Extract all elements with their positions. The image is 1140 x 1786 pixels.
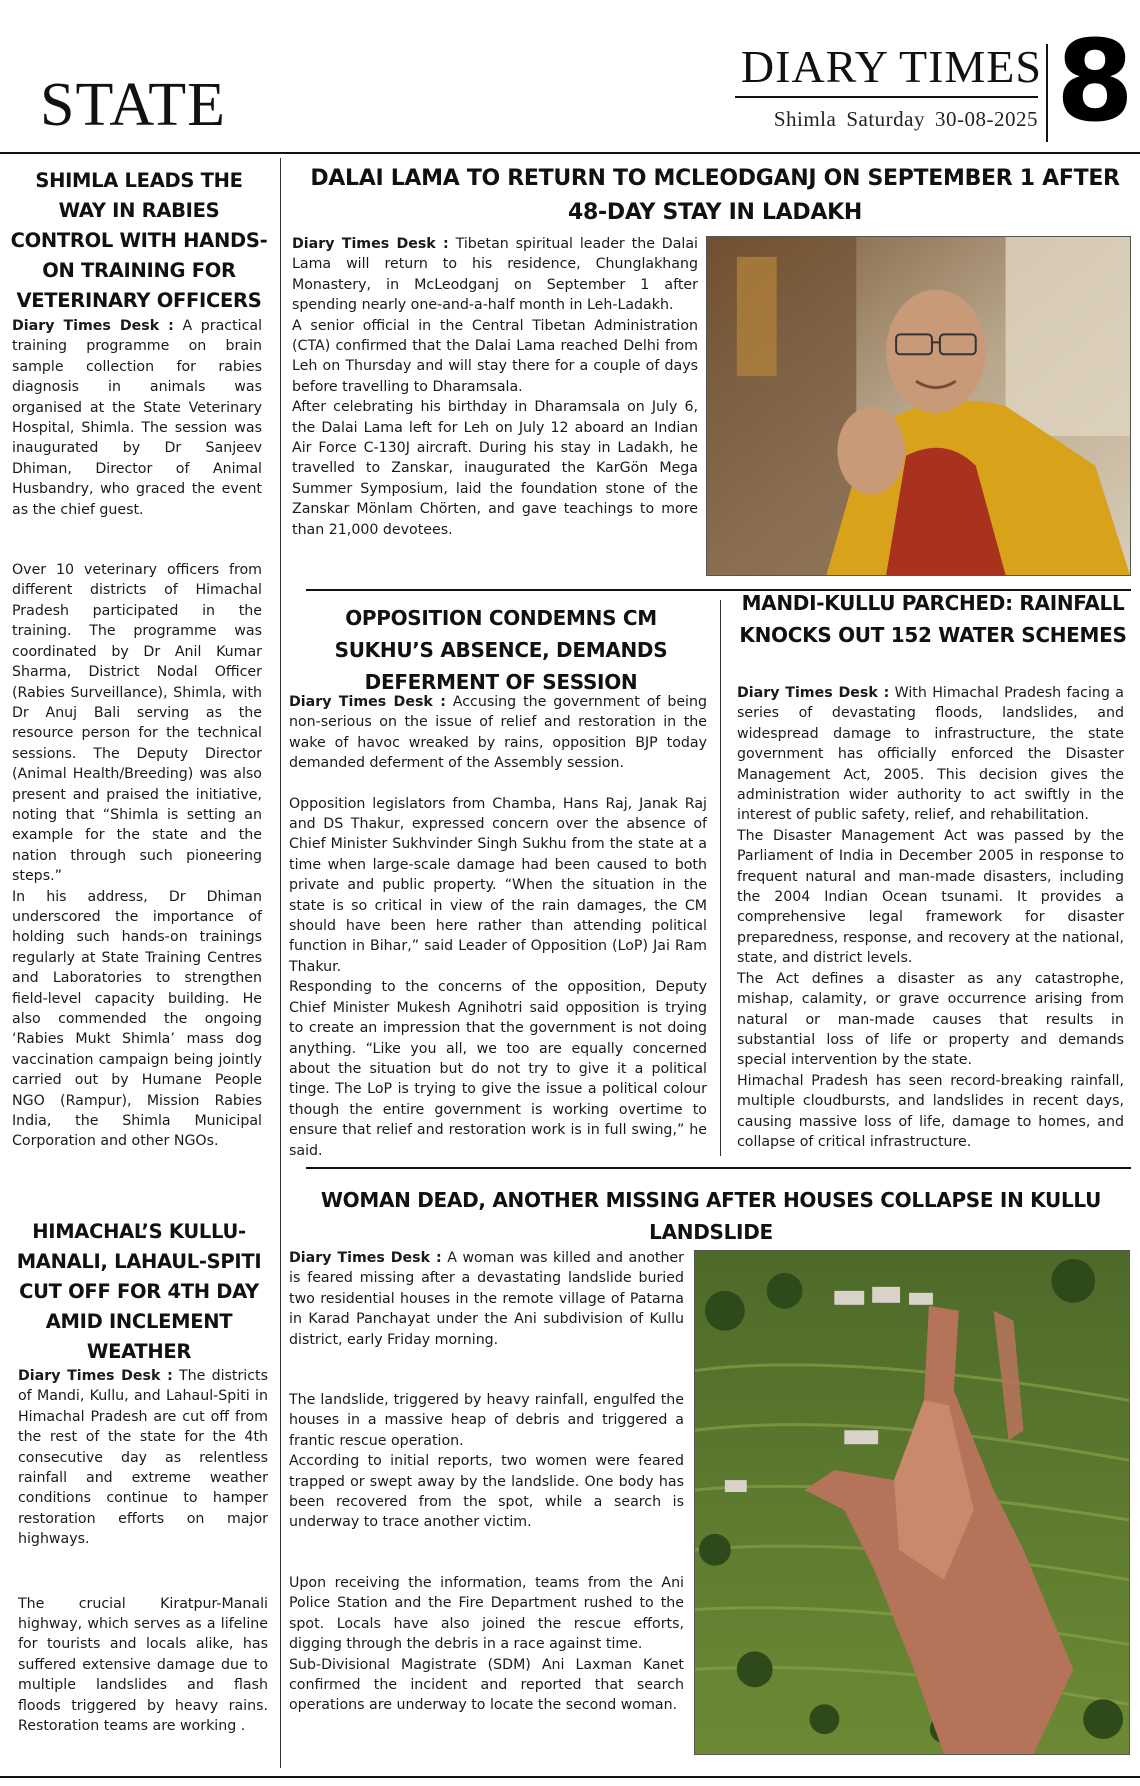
dalai-lama-para-2: A senior official in the Central Tibetan Administration (CTA) confirmed that the Dalai Lama reached Delhi from Leh on Thursday and will stay there for a couple of days before travelling to Dharamsala.: [292, 317, 698, 395]
dalai-lama-headline[interactable]: DALAI LAMA TO RETURN TO MCLEODGANJ ON SEPTEMBER 1 AFTER 48-DAY STAY IN LADAKH: [310, 166, 1120, 225]
byline: Diary Times Desk :: [289, 1250, 442, 1266]
rabies-body: [12, 316, 262, 1152]
landslide-para-3: According to initial reports, two women were feared trapped or swept away by the landslide. One body has been recovered from the spot, while a search is underway to trace another victim.: [289, 1453, 684, 1531]
opposition-para-1: Diary Times Desk : Accusing the government of being non-serious on the issue of relief and restoration in the wake of havoc wreaked by rains, opposition BJP today demanded deferment of the Assembly session.: [289, 694, 707, 772]
landslide-headline[interactable]: WOMAN DEAD, ANOTHER MISSING AFTER HOUSES COLLAPSE IN KULLU LANDSLIDE: [320, 1188, 1102, 1244]
landslide-photo-image: [695, 1251, 1129, 1754]
mandi-kullu-headline[interactable]: MANDI-KULLU PARCHED: RAINFALL KNOCKS OUT 152 WATER SCHEMES: [739, 591, 1127, 647]
opposition-para-3: Responding to the concerns of the opposition, Deputy Chief Minister Mukesh Agnihotri said opposition is trying to create an impression that the government is not doing anything. “Like you all, we too are equally concerned about the situation but do not try to give it a political tinge. The LoP is trying to give the issue a political colour though the entire government is working overtime to ensure that relief and restoration work is in full swing,” he said.: [289, 979, 707, 1159]
byline: Diary Times Desk :: [737, 685, 890, 701]
byline: Diary Times Desk :: [289, 694, 446, 710]
landslide-body: [289, 1248, 684, 1716]
kullu-manali-para-1: Diary Times Desk : The districts of Mandi, Kullu, and Lahaul-Spiti in Himachal Pradesh are cut off from the rest of the state for the 4th consecutive day as relentless rainfall and extreme weather conditions continue to hamper restoration efforts on major highways.: [18, 1368, 269, 1548]
mandi-kullu-para-3: The Act defines a disaster as any catastrophe, mishap, calamity, or grave occurrence arising from natural or man-made causes that results in substantial loss of life or property and demands special intervention by the state.: [737, 970, 1124, 1069]
mandi-kullu-para-1: Diary Times Desk : With Himachal Pradesh facing a series of devastating floods, landslides, and widespread damage to infrastructure, the state government has officially enforced the Disaster Management Act, 2005. This decision gives the administration wider authority to act swiftly in the interest of public safety, relief, and rehabilitation.: [737, 685, 1125, 824]
dateline-day: Saturday: [846, 107, 925, 131]
kullu-manali-body: [18, 1366, 268, 1737]
dateline-city: Shimla: [773, 107, 837, 131]
opposition-para-2: Opposition legislators from Chamba, Hans Raj, Janak Raj and DS Thakur, expressed concern over the absence of Chief Minister Sukhvinder Singh Sukhu from the state at a time when large-scale damage had been caused to both private and public property. “When the situation in the state is so critical in view of the rain damages, the CM should have been here rather than attending political function in Bihar,” said Leader of Opposition (LoP) Jai Ram Thakur.: [289, 795, 707, 975]
dateline-date: 30-08-2025: [935, 107, 1038, 131]
kullu-manali-headline[interactable]: HIMACHAL’S KULLU-MANALI, LAHAUL-SPITI CUT OFF FOR 4TH DAY AMID INCLEMENT WEATHER: [16, 1220, 262, 1363]
landslide-photo[interactable]: [694, 1250, 1130, 1755]
byline: Diary Times Desk :: [18, 1368, 173, 1384]
landslide-rule: [306, 1167, 1131, 1169]
mandi-kullu-para-2: The Disaster Management Act was passed by the Parliament of India in December 2005 in response to frequent natural and man-made disasters, including the 2004 Indian Ocean tsunami. It provides a comprehensive legal framework for disaster preparedness, response, and recovery at the national, state, and district levels.: [737, 827, 1124, 967]
dalai-lama-para-3: After celebrating his birthday in Dharamsala on July 6, the Dalai Lama left for Leh on July 12 aboard an Indian Air Force C-130J aircraft. During his stay in Ladakh, he travelled to Zanskar, inaugurated the KarGön Mega Summer Symposium, laid the foundation stone of the Zanskar Mönlam Chörten, and gave teachings to more than 21,000 devotees.: [292, 399, 698, 538]
landslide-para-2: The landslide, triggered by heavy rainfall, engulfed the houses in a massive heap of debris and triggered a frantic rescue operation.: [289, 1392, 684, 1449]
rabies-para-1: Diary Times Desk : A practical training programme on brain sample collection for rabies diagnosis in animals was organised at the State Veterinary Hospital, Shimla. The session was inaugurated by Dr Sanjeev Dhiman, Director of Animal Husbandry, who graced the event as the chief guest.: [12, 318, 263, 518]
masthead-divider: [1046, 44, 1048, 142]
landslide-para-5: Sub-Divisional Magistrate (SDM) Ani Laxman Kanet confirmed the incident and reported that search operations are underway to locate the second woman.: [289, 1656, 684, 1714]
dalai-lama-body: [292, 234, 698, 540]
rabies-para-2: Over 10 veterinary officers from different districts of Himachal Pradesh participated in the training. The programme was coordinated by Dr Anil Kumar Sharma, District Nodal Officer (Rabies Surveillance), Shimla, with Dr Anuj Bali serving as the resource person for the technical sessions. The Deputy Director (Animal Health/Breeding) was also present and praised the initiative, noting that “Shimla is setting an example for the state and the nation through such pioneering steps.”: [12, 562, 262, 885]
masthead-title[interactable]: DIARY TIMES: [740, 41, 1042, 92]
opposition-body: [289, 692, 707, 1161]
dalai-lama-para-1: Diary Times Desk : Tibetan spiritual leader the Dalai Lama will return to his residence, Chunglakhang Monastery, in McLeodganj on September 1 after spending nearly one-and-a-half month in Leh-Ladakh.: [292, 236, 698, 314]
footer-rule: [0, 1776, 1140, 1778]
header-rule: [0, 152, 1140, 154]
landslide-para-4: Upon receiving the information, teams from the Ani Police Station and the Fire Department rushed to the spot. Locals have also joined the rescue efforts, digging through the debris in a race against time.: [289, 1574, 684, 1653]
byline: Diary Times Desk :: [292, 236, 449, 252]
landslide-para-1: Diary Times Desk : A woman was killed and another is feared missing after a devastating landslide buried two residential houses in the remote village of Patarna in Karad Panchayat under the Ani subdivision of Kullu district, early Friday morning.: [289, 1250, 684, 1348]
column-divider-mid: [720, 600, 721, 1156]
dalai-lama-photo-image: [707, 237, 1130, 575]
kullu-manali-para-2: The crucial Kiratpur-Manali highway, which serves as a lifeline for tourists and locals alike, has suffered extensive damage due to multiple landslides and flash floods triggered by heavy rains. Restoration teams are working .: [18, 1595, 268, 1735]
byline: Diary Times Desk :: [12, 318, 174, 334]
rabies-para-3: In his address, Dr Dhiman underscored the importance of holding such hands-on trainings regularly at State Training Centres and Laboratories to strengthen field-level capacity building. He also commended the ongoing ‘Rabies Mukt Shimla’ mass dog vaccination campaign being jointly carried out by Humane People NGO (Rampur), Mission Rabies India, the Shimla Municipal Corporation and other NGOs.: [12, 888, 262, 1150]
mandi-kullu-para-4: Himachal Pradesh has seen record-breaking rainfall, multiple cloudbursts, and landslides in recent days, causing massive loss of life, damage to homes, and collapse of critical infrastructure.: [737, 1072, 1124, 1150]
opposition-headline[interactable]: OPPOSITION CONDEMNS CM SUKHU’S ABSENCE, DEMANDS DEFERMENT OF SESSION: [334, 606, 668, 694]
dateline: [735, 107, 1038, 132]
dalai-lama-photo[interactable]: [706, 236, 1131, 576]
rabies-headline[interactable]: SHIMLA LEADS THE WAY IN RABIES CONTROL WITH HANDS-ON TRAINING FOR VETERINARY OFFICERS: [10, 169, 268, 312]
section-title: STATE: [40, 71, 227, 139]
column-divider-left: [280, 158, 281, 1768]
mandi-kullu-body: [737, 683, 1124, 1152]
page-number: 8: [1056, 17, 1134, 147]
masthead-rule: [735, 96, 1038, 98]
